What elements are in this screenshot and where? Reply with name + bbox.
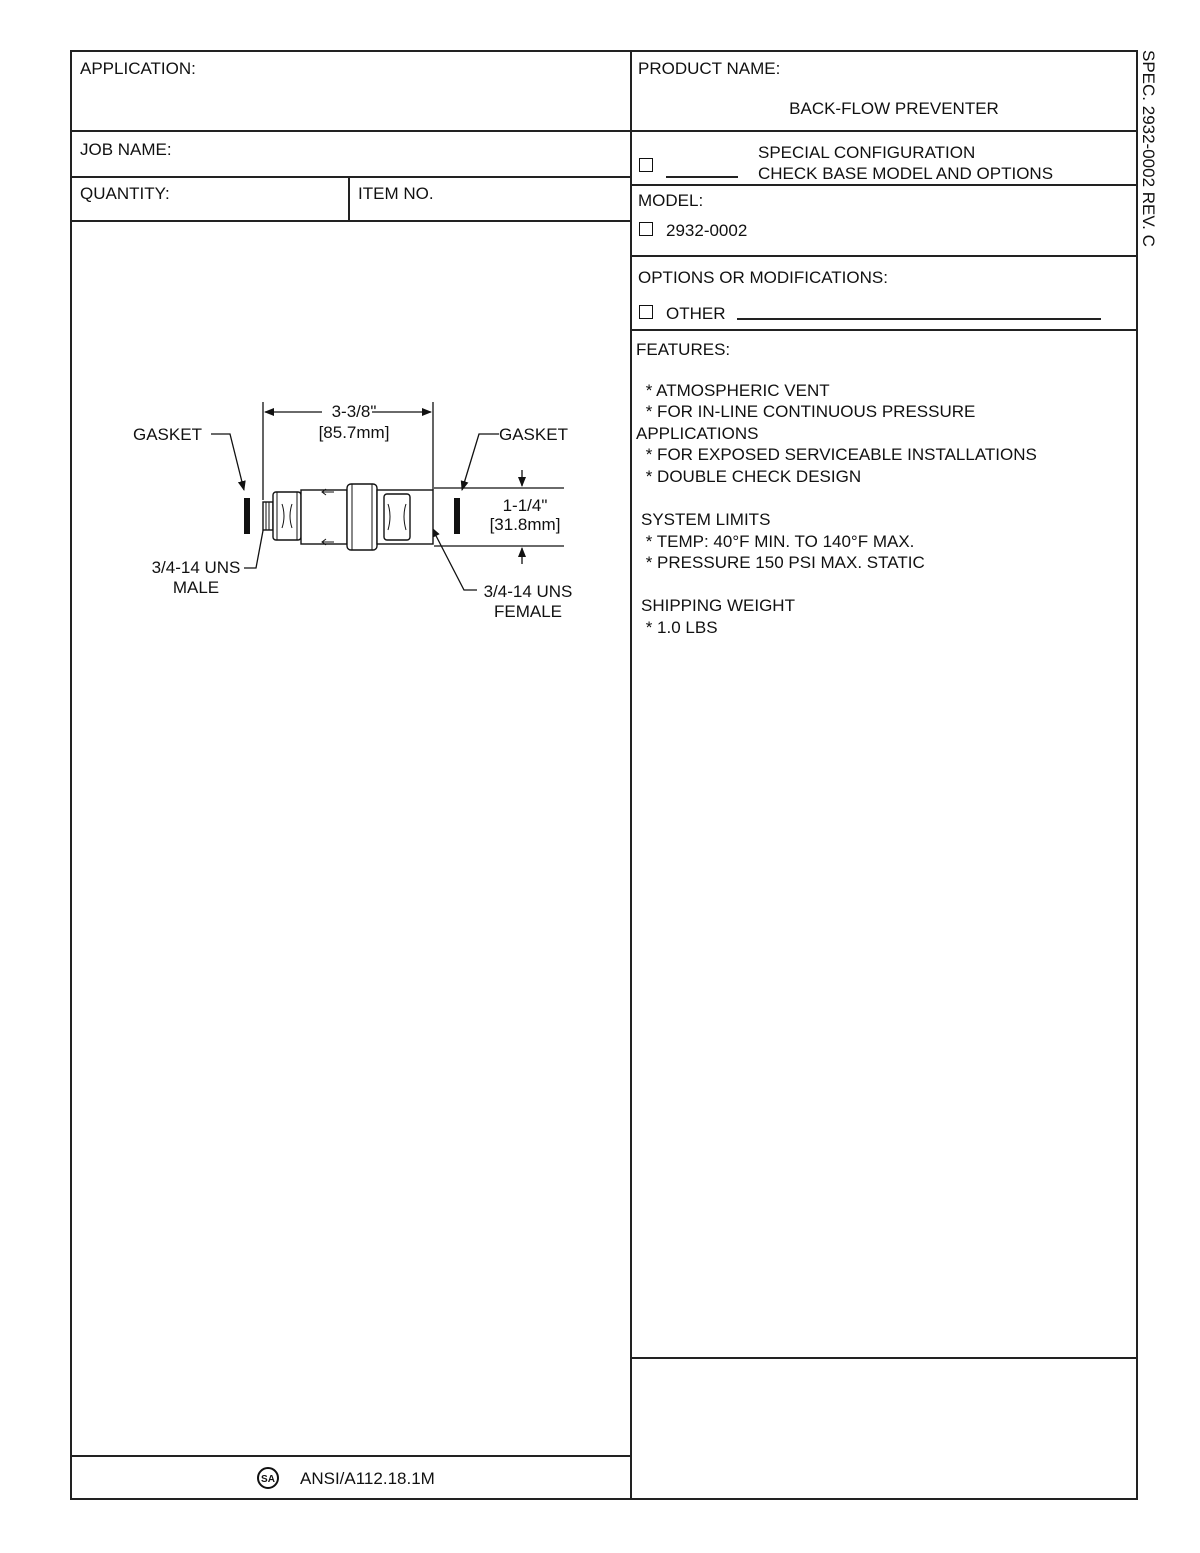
female-line2-label: FEMALE <box>493 602 563 621</box>
quantity-label: QUANTITY: <box>80 184 170 203</box>
job-name-label: JOB NAME: <box>80 140 172 159</box>
dia-inch-label: 1-1/4" <box>502 496 548 515</box>
male-line2-label: MALE <box>172 578 220 597</box>
female-leader <box>432 528 477 590</box>
length-mm-label: [85.7mm] <box>318 423 390 442</box>
options-label: OPTIONS OR MODIFICATIONS: <box>638 268 888 287</box>
other-label: OTHER <box>666 304 726 323</box>
row-line-job <box>70 176 631 178</box>
model-checkbox[interactable] <box>639 222 653 236</box>
other-blank <box>737 318 1101 320</box>
frame-divider <box>630 50 632 1500</box>
product-drawing <box>72 380 592 640</box>
special-config-line1: SPECIAL CONFIGURATION <box>758 143 976 162</box>
product-name-label: PRODUCT NAME: <box>638 59 781 78</box>
feature-item: APPLICATIONS <box>636 424 759 443</box>
row-line-quantity <box>70 220 631 222</box>
female-nut <box>384 494 410 540</box>
model-number: 2932-0002 <box>666 221 748 240</box>
system-limits-heading: SYSTEM LIMITS <box>641 510 771 529</box>
row-line-special <box>630 184 1137 186</box>
frame-right <box>1136 50 1138 1500</box>
special-config-line2: CHECK BASE MODEL AND OPTIONS <box>758 164 1054 183</box>
item-no-label: ITEM NO. <box>358 184 434 203</box>
feature-item: * DOUBLE CHECK DESIGN <box>641 467 862 486</box>
row-line-model <box>630 255 1137 257</box>
other-checkbox[interactable] <box>639 305 653 319</box>
male-line1-label: 3/4-14 UNS <box>151 558 241 577</box>
gasket-left-label: GASKET <box>133 425 202 444</box>
row-line-application <box>70 130 631 132</box>
gasket-right-leader <box>462 434 499 490</box>
model-label: MODEL: <box>638 191 704 210</box>
female-line1-label: 3/4-14 UNS <box>483 582 573 601</box>
gasket-right-shape <box>454 498 460 534</box>
feature-item: * FOR EXPOSED SERVICEABLE INSTALLATIONS <box>641 445 1037 464</box>
length-inch-label: 3-3/8" <box>331 402 377 421</box>
system-limit-item: * PRESSURE 150 PSI MAX. STATIC <box>641 553 925 572</box>
gasket-left-shape <box>244 498 250 534</box>
frame-left <box>70 50 72 1500</box>
male-thread <box>263 502 273 530</box>
body-tube <box>301 490 347 544</box>
application-label: APPLICATION: <box>80 59 196 78</box>
shipping-item: * 1.0 LBS <box>641 618 718 637</box>
row-line-options <box>630 329 1137 331</box>
quantity-item-divider <box>348 176 350 221</box>
spec-id-text: SPEC. 2932-0002 REV. C <box>1139 50 1158 247</box>
special-config-checkbox[interactable] <box>639 158 653 172</box>
feature-item: * ATMOSPHERIC VENT <box>641 381 830 400</box>
frame-bottom <box>70 1498 1138 1500</box>
dia-mm-label: [31.8mm] <box>489 515 561 534</box>
row-line-footer <box>70 1455 631 1457</box>
gasket-left-leader <box>211 434 244 490</box>
csa-logo <box>257 1467 279 1489</box>
features-heading: FEATURES: <box>636 340 731 359</box>
shipping-heading: SHIPPING WEIGHT <box>641 596 795 615</box>
row-line-product <box>630 130 1137 132</box>
product-name: BACK-FLOW PREVENTER <box>789 99 999 118</box>
spec-id <box>1138 50 1158 260</box>
system-limit-item: * TEMP: 40°F MIN. TO 140°F MAX. <box>641 532 915 551</box>
csa-logo-text: SA <box>261 1474 275 1485</box>
row-line-notes <box>630 1357 1137 1359</box>
special-config-blank <box>666 176 738 178</box>
feature-item: * FOR IN-LINE CONTINUOUS PRESSURE <box>641 402 976 421</box>
standard-label: ANSI/A112.18.1M <box>300 1469 435 1488</box>
frame-top <box>70 50 1138 52</box>
gasket-right-label: GASKET <box>499 425 568 444</box>
